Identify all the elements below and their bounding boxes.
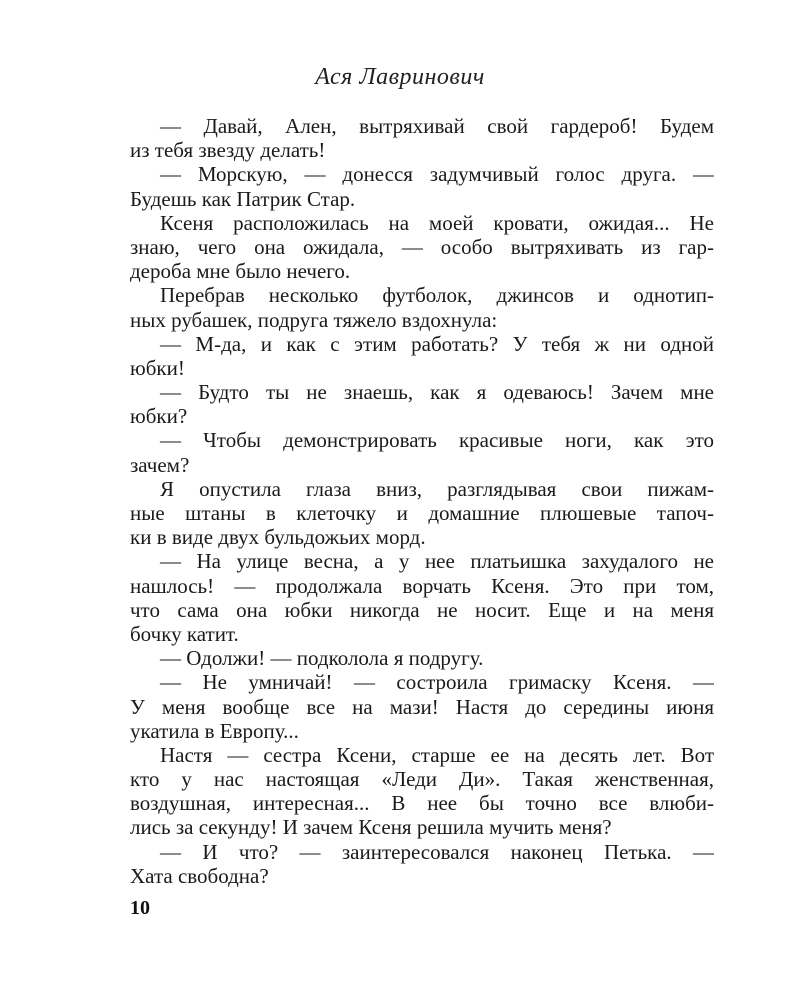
text-line: лись за секунду! И зачем Ксеня решила мучить меня? [130, 815, 612, 840]
running-header-author: Ася Лавринович [315, 64, 485, 90]
text-line: юбки? [130, 404, 188, 429]
text-line: кто у нас настоящая «Леди Ди». Такая женственная, [130, 767, 714, 792]
text-line: — Будто ты не знаешь, как я одеваюсь! Зачем мне [160, 380, 714, 405]
text-line: Перебрав несколько футболок, джинсов и однотип- [160, 283, 714, 308]
text-line: — М-да, и как с этим работать? У тебя ж ни одной [160, 331, 714, 356]
text-line: Будешь как Патрик Стар. [130, 186, 356, 211]
text-line: ки в виде двух бульдожьих морд. [130, 525, 426, 550]
text-line: — Чтобы демонстрировать красивые ноги, как это [160, 428, 714, 453]
text-line: дероба мне было нечего. [130, 259, 351, 284]
text-line: из тебя звезду делать! [130, 138, 326, 163]
text-line: Я опустила глаза вниз, разглядывая свои пижам- [160, 476, 714, 501]
text-line: — И что? — заинтересовался наконец Петька. — [160, 839, 714, 864]
text-line: Ксеня расположилась на моей кровати, ожидая... Не [160, 210, 714, 235]
text-line: укатила в Европу... [130, 718, 299, 743]
text-line: воздушная, интересная... В нее бы точно все влюби- [130, 791, 714, 816]
text-line: — На улице весна, а у нее платьишка захудалого не [160, 549, 714, 574]
text-line: ных рубашек, подруга тяжело вздохнула: [130, 307, 498, 332]
text-line: нашлось! — продолжала ворчать Ксеня. Это при том, [130, 573, 714, 598]
body-text [130, 114, 714, 888]
text-line: — Морскую, — донесся задумчивый голос друга. — [160, 162, 714, 187]
text-line: У меня вообще все на мази! Настя до середины июня [130, 694, 714, 719]
text-line: ные штаны в клеточку и домашние плюшевые тапоч- [130, 501, 714, 525]
text-line: бочку катит. [130, 621, 239, 646]
text-line: — Одолжи! — подколола я подругу. [160, 646, 484, 671]
text-line: юбки! [130, 355, 185, 380]
text-line: — Не умничай! — состроила гримаску Ксеня. — [160, 670, 714, 695]
text-line: Настя — сестра Ксени, старше ее на десять лет. Вот [160, 742, 714, 767]
text-line: — Давай, Ален, вытряхивай свой гардероб! Будем [160, 114, 714, 138]
text-line: знаю, чего она ожидала, — особо вытряхивать из гар- [130, 234, 714, 259]
text-line: Хата свободна? [130, 863, 269, 888]
text-line: что сама она юбки никогда не носит. Еще и на меня [130, 597, 714, 622]
text-line: зачем? [130, 452, 190, 477]
page-number: 10 [130, 897, 150, 919]
